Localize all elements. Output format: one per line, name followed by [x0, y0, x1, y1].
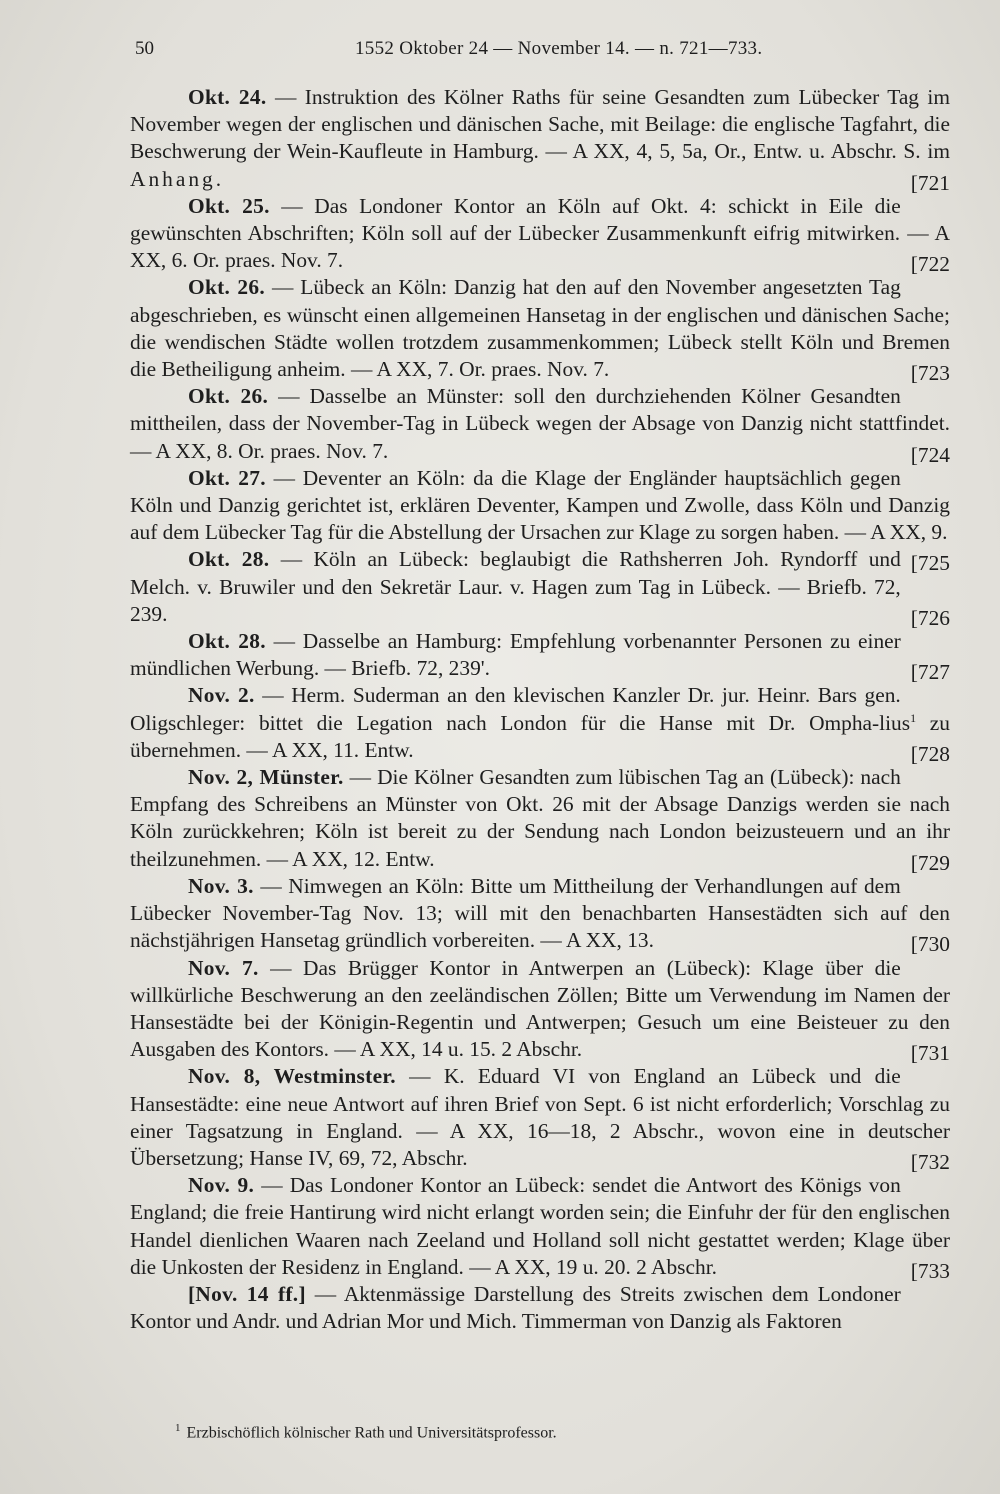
entry-text-spaced: Anhang — [130, 166, 216, 191]
entry-733 — [130, 1172, 950, 1281]
entry-732 — [130, 1063, 950, 1172]
entry-text: — Deventer an Köln: da die Klage der Engländer hauptsächlich gegen Köln und Danzig gerichtet ist, erklären Deventer, Kampen und Zwolle, dass Köln und Danzig auf dem Lübecker Tag für die Abstellung der Ursachen zur Klage zu sorgen haben. — A XX, 9. — [130, 465, 950, 545]
entry-number: [ 730 — [911, 931, 950, 958]
register-entries — [130, 84, 950, 1335]
entry-date: Okt. 26. — [188, 275, 266, 300]
entry-number: [ 725 — [911, 550, 950, 577]
entry-date: Nov. 9. — [188, 1173, 255, 1198]
running-title: 1552 Oktober 24 — November 14. — n. 721—733. — [355, 38, 763, 59]
entry-date: Nov. 2, Münster. — [188, 765, 344, 790]
footnote — [175, 1418, 875, 1443]
entry-number: [ 727 — [911, 659, 950, 686]
entry-number: [ 724 — [911, 442, 950, 469]
entry-date: Okt. 26. — [188, 384, 269, 409]
footnote-mark: 1 — [175, 1422, 181, 1434]
entry-text: — Das Londoner Kontor an Lübeck: sendet die Antwort des Königs von England; die freie Hantirung wird nicht erlangt worden sein; die Einfuhr der für den englischen Handel dienlichen Waaren nach Zeeland und Holland soll nicht gestattet werden; Klage über die Unkosten der Residenz in England. — A XX, 19 u. 20. 2 Abschr. — [130, 1173, 950, 1279]
entry-date: Nov. 3. — [188, 873, 254, 898]
page-number: 50 — [135, 38, 154, 59]
entry-date: Nov. 2. — [188, 683, 255, 708]
entry-text: zu übernehmen. — A XX, 11. Entw. — [130, 710, 950, 762]
entry-number: [ 721 — [911, 170, 950, 197]
entry-date: Okt. 25. — [188, 193, 270, 218]
entry-text: — Dasselbe an Hamburg: Empfehlung vorbenannter Personen zu einer mündlichen Werbung. — Briefb. 72, 239'. — [130, 629, 901, 681]
entry-date: Okt. 28. — [188, 547, 270, 572]
entry-721 — [130, 84, 950, 193]
entry-729 — [130, 764, 950, 873]
entry-text: — Köln an Lübeck: beglaubigt die Rathsherren Joh. Ryndorff und Melch. v. Bruwiler und den Sekretär Laur. v. Hagen zum Tag in Lübeck. — Briefb. 72, 239. — [130, 547, 901, 626]
entry-726 — [130, 546, 950, 628]
entry-number: [ 726 — [911, 605, 950, 632]
entry-text: — Das Brügger Kontor in Antwerpen an (Lübeck): Klage über die willkürliche Beschwerung an den zeeländischen Zöllen; Bitte um Verwendung im Namen der Hansestädte bei der Königin-Regentin und Antwerpen; Gesuch um eine Beisteuer zu den Ausgaben des Kontors. — A XX, 14 u. 15. 2 Abschr. — [130, 955, 950, 1062]
entry-date: Okt. 27. — [188, 465, 266, 490]
entry-date: Okt. 28. — [188, 629, 266, 654]
entry-724 — [130, 383, 950, 465]
entry-number: [ 732 — [911, 1149, 950, 1176]
entry-number: [ 731 — [911, 1040, 950, 1067]
entry-text: — Herm. Suderman an den klevischen Kanzler Dr. jur. Heinr. Bars gen. Oligschleger: bittet die Legation nach London für die Hanse mit Dr. Ompha-lius — [130, 683, 911, 735]
entry-text: — Nimwegen an Köln: Bitte um Mittheilung der Verhandlungen auf dem Lübecker November-Tag Nov. 13; will mit den benachbarten Hansestädten sich auf den nächstjährigen Hansetag gründlich vorbereiten. — A XX, 13. — [130, 873, 950, 953]
entry-number: [ 733 — [911, 1258, 950, 1285]
entry-date: Nov. 7. — [188, 955, 259, 980]
entry-text: — Lübeck an Köln: Danzig hat den auf den November angesetzten Tag abgeschrieben, es wünscht einen allgemeinen Hansetag in der englischen und dänischen Sache; die wendischen Städte wollen trotzdem zusammenkommen; Lübeck stellt Köln und Bremen die Betheiligung anheim. — A XX, 7. Or. praes. Nov. 7. — [130, 275, 950, 382]
entry-number: [ 722 — [911, 251, 950, 278]
entry-text: — Die Kölner Gesandten zum lübischen Tag an (Lübeck): nach Empfang des Schreibens an Münster von Okt. 26 mit der Absage Danzigs werden sie nach Köln zurückkehren; Köln ist bereit zu der Sendung nach London beizusteuern und an ihr theilzunehmen. — A XX, 12. Entw. — [130, 765, 950, 871]
entry-date: Nov. 8, Westminster. — [188, 1064, 396, 1089]
entry-text: — Aktenmässige Darstellung des Streits zwischen dem Londoner Kontor und Andr. und Adrian Mor und Mich. Timmerman von Danzig als Faktoren — [130, 1281, 901, 1334]
entry-728 — [130, 682, 950, 764]
entry-723 — [130, 274, 950, 386]
footnote-text: Erzbischöflich kölnischer Rath und Universitätsprofessor. — [186, 1424, 557, 1442]
entry-continuing — [130, 1281, 950, 1335]
entry-number: [ 723 — [911, 360, 950, 387]
entry-text: — Das Londoner Kontor an Köln auf Okt. 4: schickt in Eile die gewünschten Abschriften; Köln soll auf der Lübecker Zusammenkunft eifrig mitwirken. — A XX, 6. Or. praes. Nov. 7. — [130, 193, 950, 273]
entry-731 — [130, 955, 950, 1064]
entry-text: — Dasselbe an Münster: soll den durchziehenden Kölner Gesandten mittheilen, dass der November-Tag in Lübeck wegen der Absage von Danzig nicht stattfindet. — A XX, 8. Or. praes. Nov. 7. — [130, 384, 950, 463]
entry-text: . — [215, 166, 222, 191]
footnote-reference: 1 — [910, 710, 917, 725]
entry-text: — K. Eduard VI von England an Lübeck und die Hansestädte: eine neue Antwort auf ihren Brief von Sept. 6 ist nicht erforderlich; Vorschlag zu einer Tagsatzung in England. — A XX, 16—18, 2 Abschr., wovon eine in deutscher Übersetzung; Hanse IV, 69, 72, Abschr. — [130, 1064, 950, 1170]
entry-number: [ 728 — [911, 741, 950, 768]
entry-date: [Nov. 14 ff.] — [188, 1281, 306, 1306]
entry-number: [ 729 — [911, 850, 950, 877]
page-header — [135, 38, 945, 68]
entry-727 — [130, 628, 950, 685]
entry-date: Okt. 24. — [188, 85, 267, 109]
entry-730 — [130, 873, 950, 955]
entry-text: — Instruktion des Kölner Raths für seine Gesandten zum Lübecker Tag im November wegen der englischen und dänischen Sache, mit Beilage: die englische Tagfahrt, die Beschwerung der Wein-Kaufleute in Hamburg. — A XX, 4, 5, 5a, Or., Entw. u. Abschr. S. im — [130, 85, 950, 164]
entry-722 — [130, 193, 950, 275]
